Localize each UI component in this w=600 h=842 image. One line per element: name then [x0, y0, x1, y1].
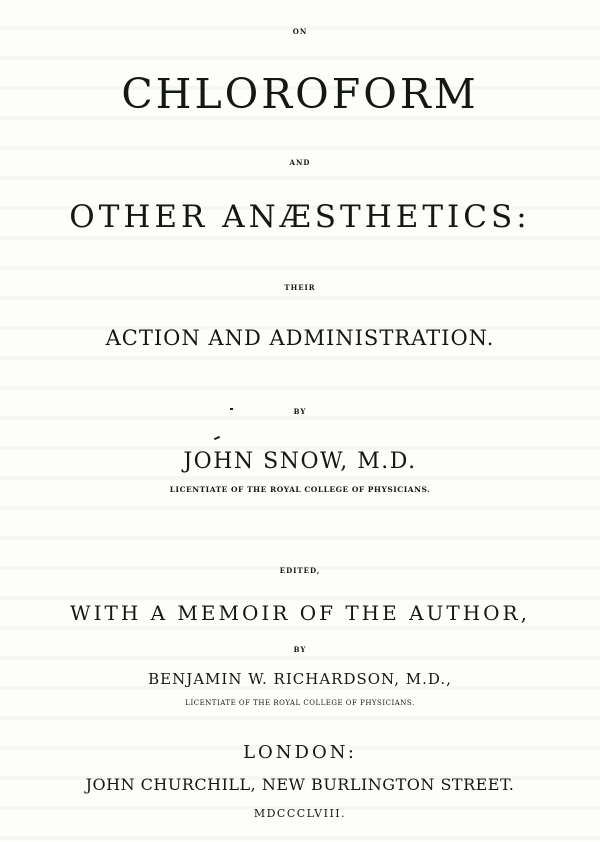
word-by-editor: BY	[293, 645, 307, 654]
word-edited: EDITED,	[279, 566, 321, 575]
publication-city: LONDON:	[243, 742, 357, 763]
publication-year: MDCCCLVIII.	[253, 807, 347, 820]
ink-speck	[214, 436, 220, 440]
book-subtitle: ACTION AND ADMINISTRATION.	[105, 326, 495, 350]
author-credential: LICENTIATE OF THE ROYAL COLLEGE OF PHYSICIANS.	[169, 485, 431, 494]
book-title-main: CHLOROFORM	[121, 70, 479, 118]
word-and: AND	[289, 158, 311, 167]
editor-name: BENJAMIN W. RICHARDSON, M.D.,	[148, 670, 452, 688]
publisher-line: JOHN CHURCHILL, NEW BURLINGTON STREET.	[85, 775, 515, 794]
word-their: THEIR	[284, 283, 316, 292]
word-on: ON	[292, 27, 308, 36]
author-name: JOHN SNOW, M.D.	[183, 449, 417, 474]
book-title-second: OTHER ANÆSTHETICS:	[69, 199, 531, 235]
word-by-author: BY	[293, 407, 307, 416]
memoir-line: WITH A MEMOIR OF THE AUTHOR,	[70, 601, 530, 625]
editor-credential: LICENTIATE OF THE ROYAL COLLEGE OF PHYSICIANS.	[185, 699, 415, 707]
